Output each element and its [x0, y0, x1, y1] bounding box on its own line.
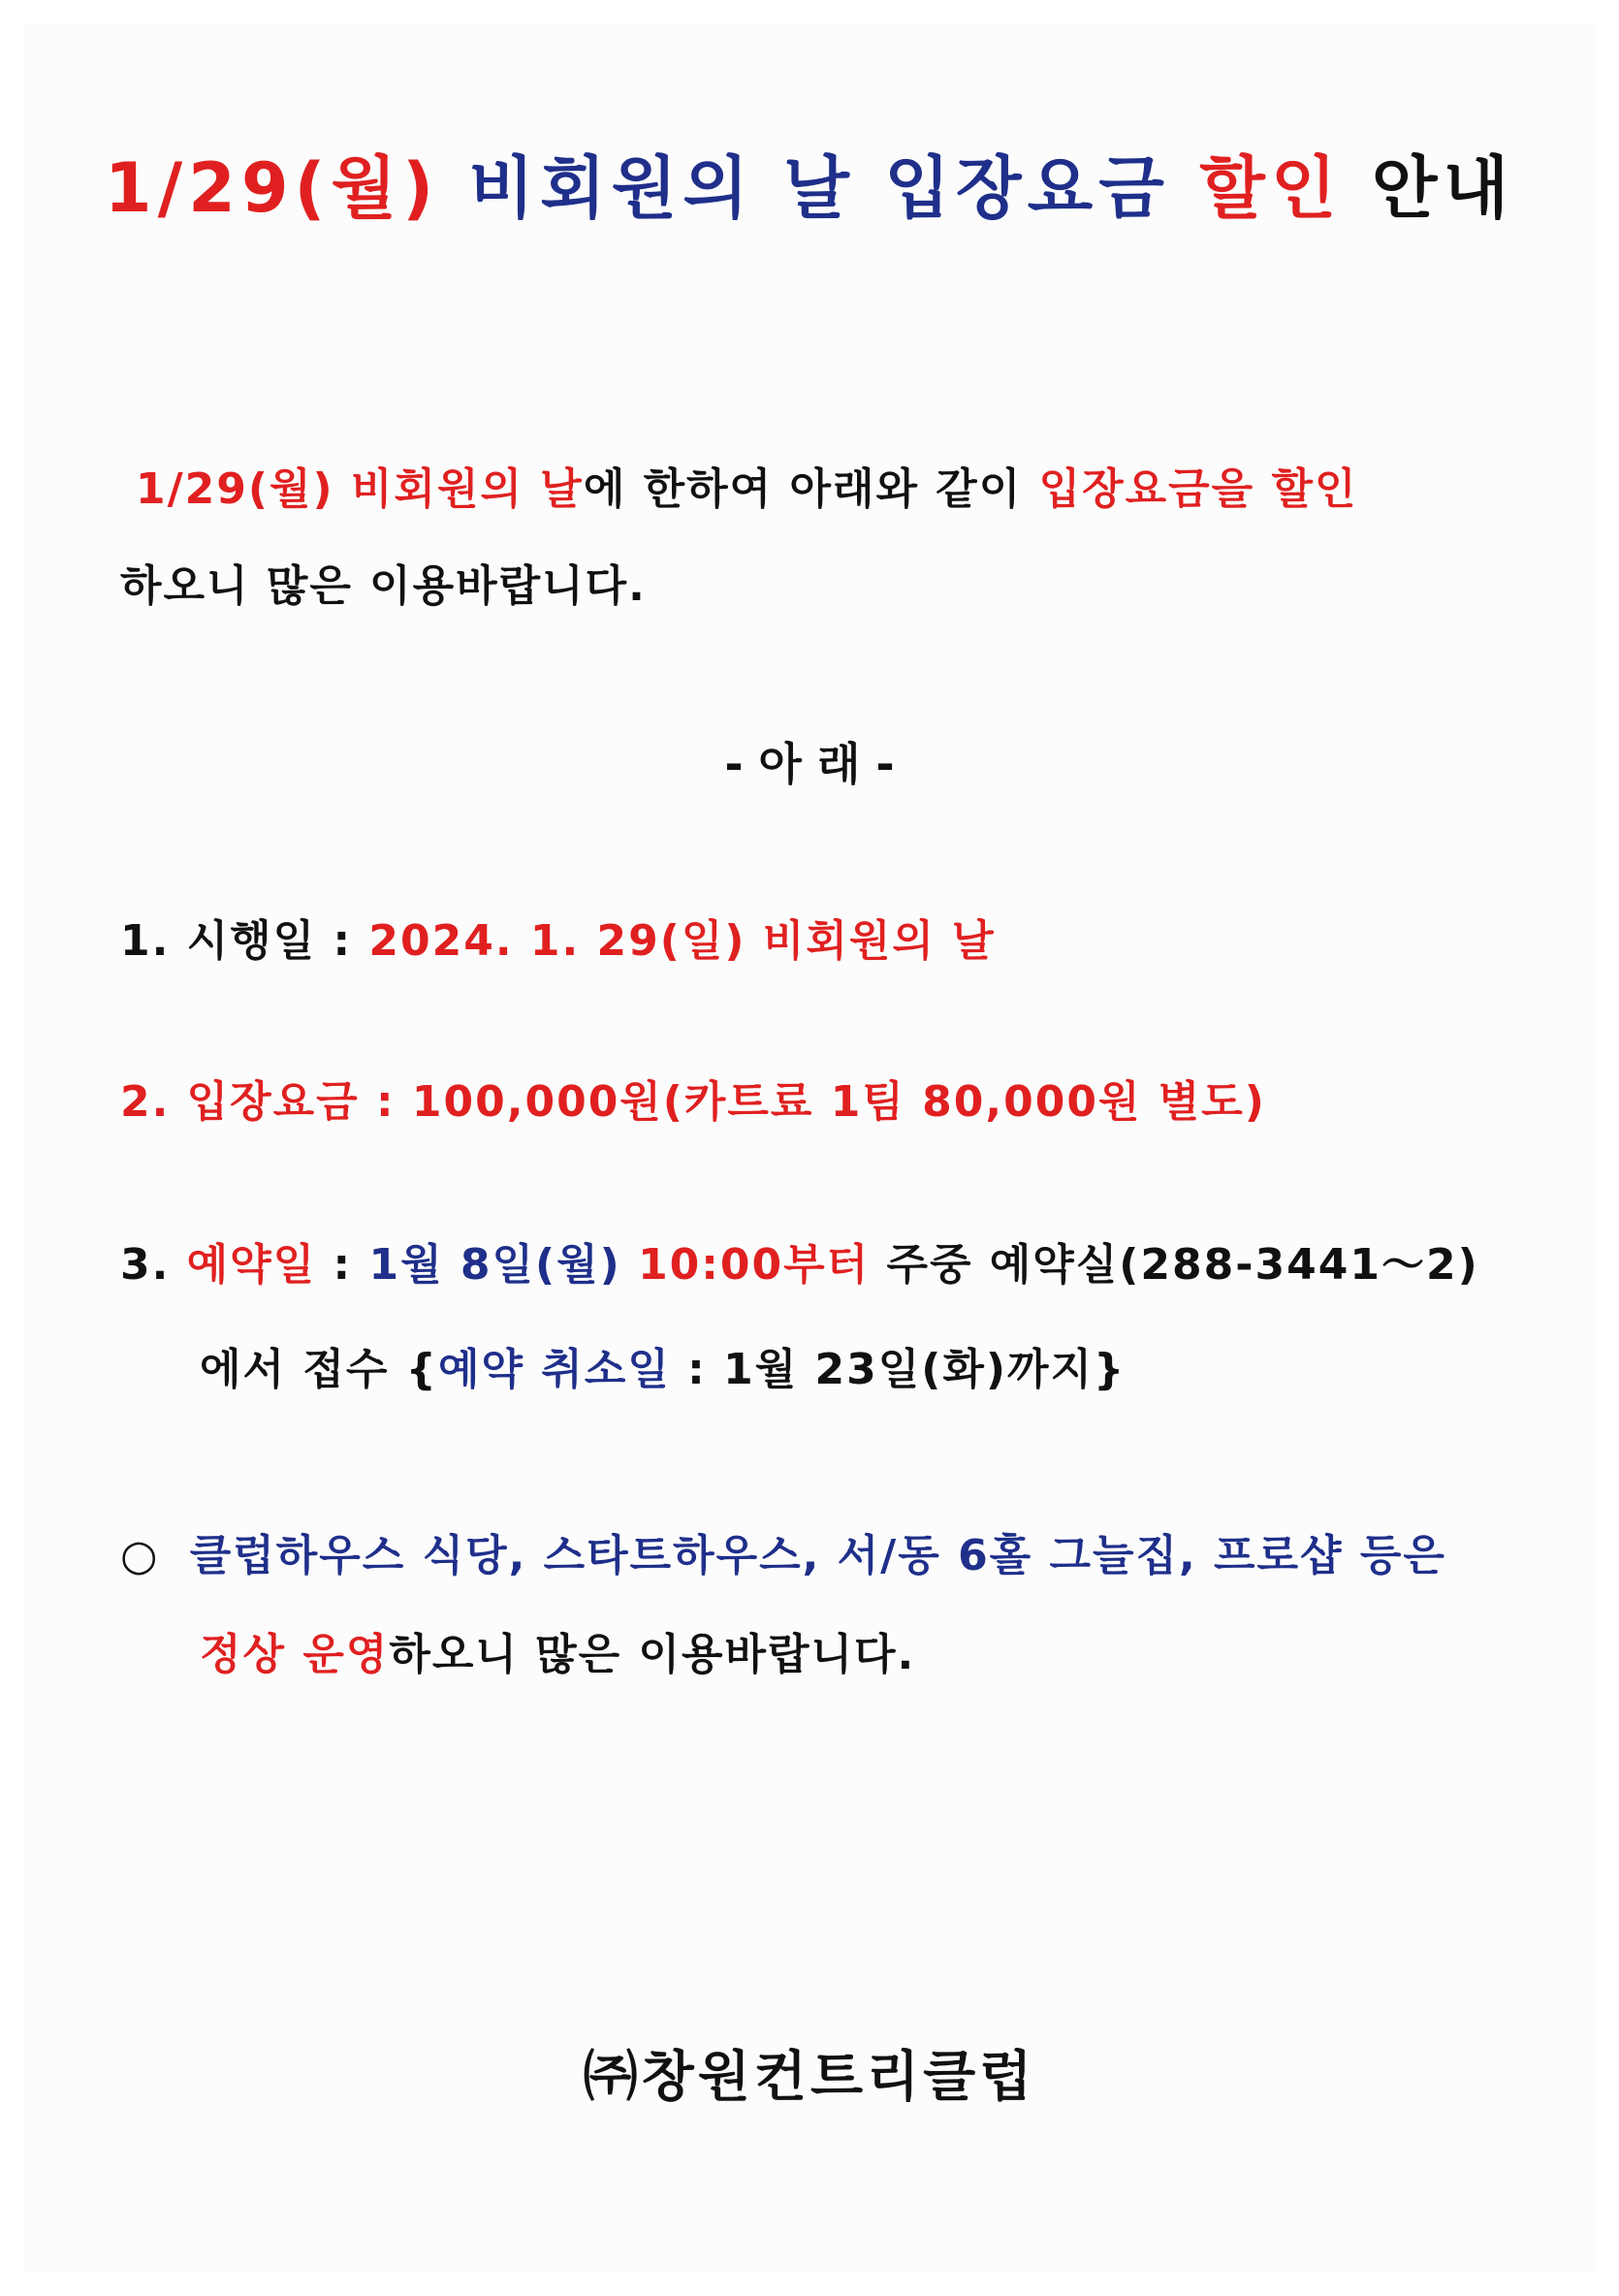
- title-date: 1/29(월): [104, 148, 440, 228]
- note-rest: 하오니 많은 이용바랍니다.: [389, 1630, 916, 1679]
- title-discount: 할인: [1199, 148, 1343, 228]
- item-1-label: 1. 시행일 :: [120, 916, 353, 966]
- item-3-reception: 에서 접수 {: [200, 1345, 438, 1394]
- intro-line-1: [136, 454, 1358, 516]
- bullet-icon: ○: [120, 1531, 160, 1580]
- intro-date: 1/29(월): [136, 464, 334, 514]
- intro-fee-discount: 입장요금을 할인: [1038, 464, 1358, 514]
- intro-line-2: 하오니 많은 이용바랍니다.: [120, 561, 647, 611]
- item-3-time: 10:00부터: [638, 1240, 871, 1290]
- item-3-phone: 주중 예약실(288-3441～2): [886, 1240, 1479, 1290]
- title-notice: 안내: [1371, 148, 1515, 228]
- note-facilities: 클럽하우스 식당, 스타트하우스, 서/동 6홀 그늘집, 프로샵 등은: [189, 1531, 1446, 1580]
- company-name: ㈜창원컨트리클럽: [583, 2046, 1036, 2109]
- note-line-1: [120, 1520, 1446, 1582]
- intro-middle-text: 에 한하여 아래와 같이: [583, 464, 1023, 514]
- item-3-colon: :: [333, 1240, 353, 1290]
- note-normal-operation: 정상 운영: [200, 1630, 390, 1679]
- intro-event: 비회원의 날: [350, 464, 584, 514]
- title-event: 비회원의 날 입장요금: [468, 148, 1170, 228]
- item-1-value: 2024. 1. 29(일) 비회원의 날: [368, 916, 996, 966]
- item-3-label: 예약일: [186, 1240, 317, 1290]
- item-3-number: 3.: [120, 1240, 171, 1290]
- document-sheet: [23, 23, 1596, 2273]
- page-title: [0, 134, 1619, 232]
- item-3-date: 1월 8일(월): [368, 1240, 621, 1290]
- item-1: [120, 906, 996, 968]
- item-2: 2. 입장요금 : 100,000원(카트료 1팀 80,000원 별도): [120, 1077, 1266, 1127]
- item-3-cancel-date: : 1월 23일(화)까지}: [687, 1345, 1127, 1394]
- note-line-2: [200, 1619, 915, 1681]
- item-3-line-2: [200, 1334, 1126, 1396]
- item-3-cancel-label: 예약 취소일: [437, 1345, 671, 1394]
- section-mark: - 아 래 -: [724, 738, 895, 790]
- item-3-line-1: [120, 1229, 1479, 1292]
